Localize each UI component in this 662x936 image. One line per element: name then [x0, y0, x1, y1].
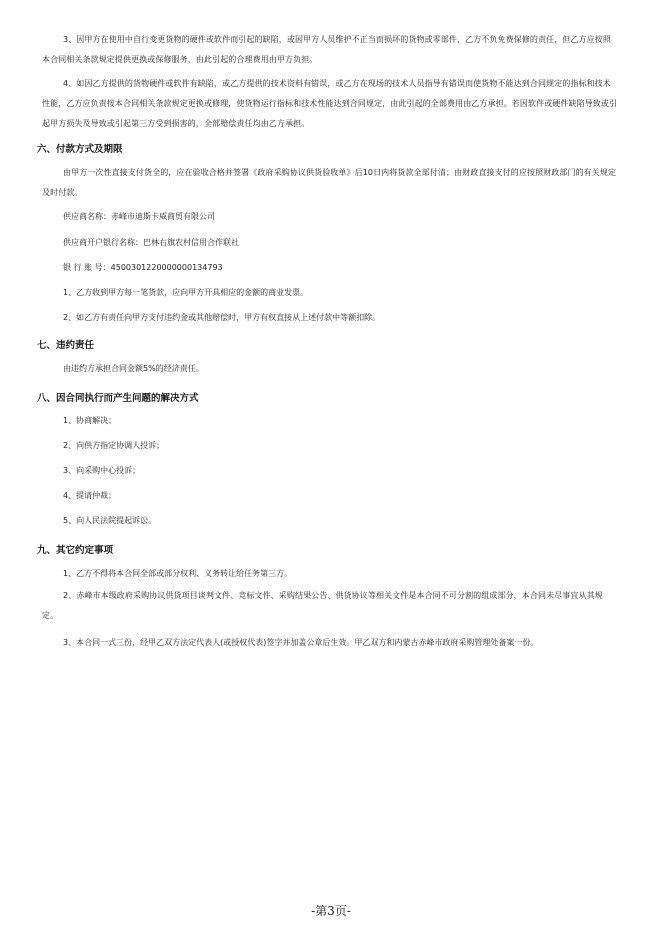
dispute-item: 5、向人民法院提起诉讼。 [63, 516, 157, 525]
bank-account-label: 银 行 账 号： [63, 263, 111, 272]
page-number: -第3页- [311, 904, 351, 918]
bank-account-number: 4500301220000000134793 [110, 263, 223, 272]
section-7-title: 七、违约责任 [37, 340, 95, 351]
dispute-item: 3、向采购中心投诉； [63, 466, 141, 475]
dispute-item: 4、提请仲裁； [63, 491, 117, 500]
payment-item-2: 2、如乙方有责任向甲方支付违约金或其他赔偿时，甲方有权直接从上述付款中等额扣除。 [63, 313, 381, 322]
breach-liability-text: 由违约方承担合同金额5%的经济责任。 [63, 364, 204, 373]
section-8-title: 八、因合同执行而产生问题的解决方式 [37, 393, 199, 404]
section-9-title: 九、其它约定事项 [37, 545, 114, 556]
other-item-3: 3、本合同一式三份，经甲乙双方法定代表人(或授权代表)签字并加盖公章后生效。甲乙双方和内蒙古赤峰市政府采购管理处备案一份。 [63, 638, 539, 647]
dispute-item: 1、协商解决； [63, 416, 117, 425]
supplier-name: 供应商名称：赤峰市迪斯卡威商贸有限公司 [63, 212, 215, 221]
other-item-2: 2、赤峰市本级政府采购协议供货项目谈判文件、竞标文件、采购结果公告、供货协议等相关文件是本合同不可分割的组成部分，本合同未尽事宜从其规定。 [42, 591, 603, 620]
other-item-1: 1、乙方不得将本合同全部或部分权利、义务转让给任务第三方。 [63, 569, 293, 578]
bank-account [63, 261, 223, 275]
payment-item-1: 1、乙方收到甲方每一笔货款，应向甲方开具相应的金额的商业发票。 [63, 288, 309, 297]
clause-item-4: 4、如因乙方提供的货物硬件或软件有缺陷，或乙方提供的技术资料有错误，或乙方在现场的技术人员指导有错误而使货物不能达到合同规定的指标和技术性能，乙方应负责按本合同相关条款规定更换或修理，使货物运行指标和技术性能达到合同规定，由此引起的全部费用由乙方承担。若因软件或硬件缺陷导致或引起甲方损失及导致或引起第三方受到损害的，全部赔偿责任均由乙方承担。 [42, 79, 618, 128]
dispute-item: 2、向供方指定协调人投诉； [63, 441, 165, 450]
section-6-title: 六、付款方式及期限 [37, 144, 123, 155]
section-6-intro: 由甲方一次性直接支付货全的，应在验收合格并签署《政府采购协议供货验收单》后10日内将货款全部付清；由财政直接支付的应按照财政部门的有关规定及时付款。 [42, 168, 617, 197]
supplier-bank: 供应商开户银行名称：巴林右旗农村信用合作联社 [63, 238, 239, 247]
clause-item-3: 3、因甲方在使用中自行变更货物的硬件或软件而引起的缺陷，或因甲方人员维护不正当而损坏的货物或零部件，乙方不负免费保修的责任，但乙方应按照本合同相关条款规定提供更换或保修服务，由此引起的合理费用由甲方负担。 [42, 35, 611, 64]
